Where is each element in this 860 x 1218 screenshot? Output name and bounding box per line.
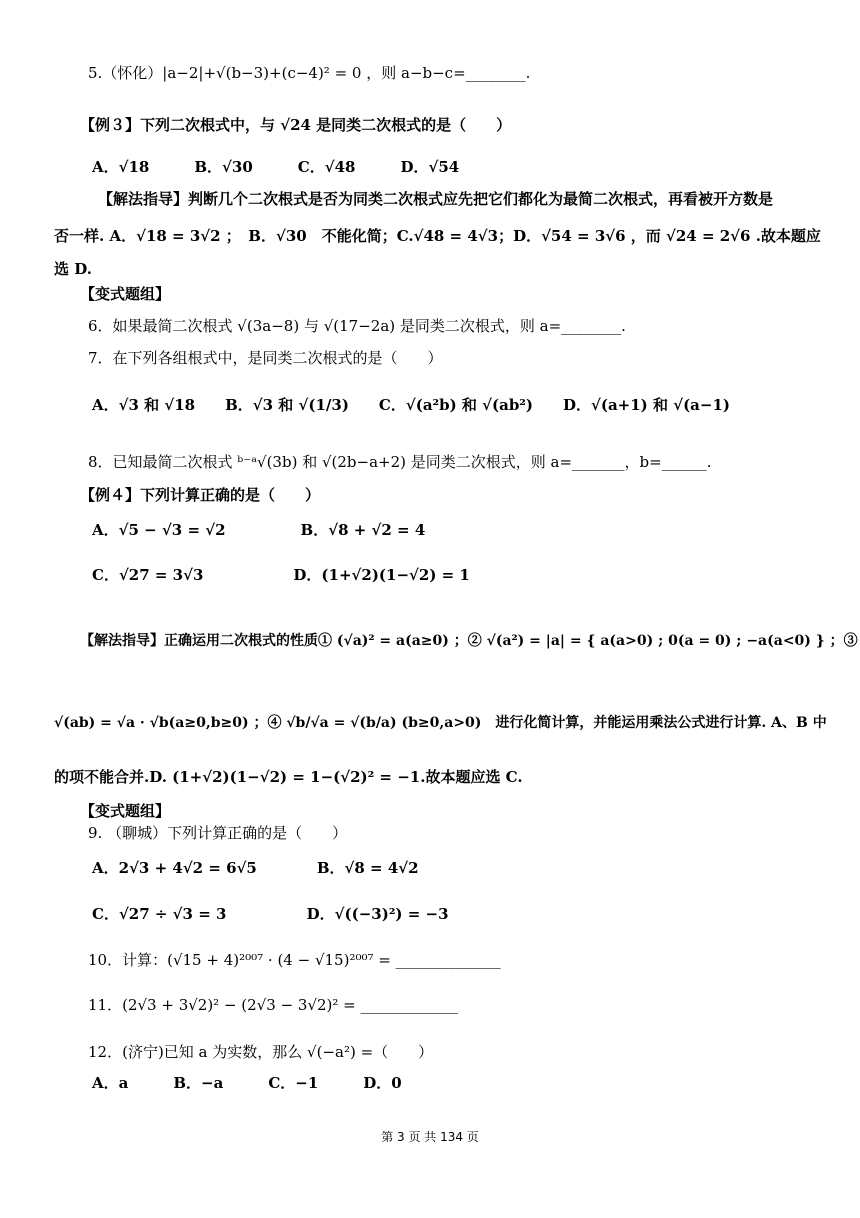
question-7: 7．在下列各组根式中，是同类二次根式的是（ ） bbox=[88, 349, 443, 367]
variant-group-1: 【变式题组】 bbox=[80, 285, 171, 303]
question-12: 12．(济宁)已知 a 为实数，那么 √(−a²) =（ ） bbox=[88, 1043, 434, 1061]
question-8: 8．已知最简二次根式 ᵇ⁻ᵃ√(3b) 和 √(2b−a+2) 是同类二次根式，则 a=_______，b=______. bbox=[88, 453, 712, 471]
guide-2-line-3: 的项不能合并.D. (1+√2)(1−√2) = 1−(√2)² = −1.故本题应选 C. bbox=[54, 768, 523, 786]
guide-1-line-2: 否一样. A．√18 = 3√2 ； B．√30 不能化简；C.√48 = 4√3；D．√54 = 3√6 ，而 √24 = 2√6 .故本题应 bbox=[54, 227, 821, 245]
guide-2-line-1: 【解法指导】正确运用二次根式的性质① (√a)² = a(a≥0) ；② √(a²) = |a| = { a(a>0) ; 0(a = 0) ; −a(a<0) } ；③ bbox=[80, 633, 858, 649]
page-footer: 第 3 页 共 134 页 bbox=[381, 1130, 479, 1144]
question-9-options-cd: C．√27 ÷ √3 = 3 D．√((−3)²) = −3 bbox=[92, 905, 449, 923]
question-9-options-ab: A．2√3 + 4√2 = 6√5 B．√8 = 4√2 bbox=[92, 859, 419, 877]
example-3: 【例３】下列二次根式中，与 √24 是同类二次根式的是（ ） bbox=[80, 116, 512, 134]
example-4-options-ab: A．√5 − √3 = √2 B．√8 + √2 = 4 bbox=[92, 521, 426, 539]
guide-1-line-1: 【解法指导】判断几个二次根式是否为同类二次根式应先把它们都化为最简二次根式，再看被开方数是 bbox=[98, 190, 774, 208]
guide-1-line-3: 选 D. bbox=[54, 260, 92, 278]
question-10: 10．计算：(√15 + 4)²⁰⁰⁷ · (4 − √15)²⁰⁰⁷ = ______________ bbox=[88, 951, 501, 969]
guide-2-line-2: √(ab) = √a · √b(a≥0,b≥0) ；④ √b/√a = √(b/a) (b≥0,a>0) 进行化简计算，并能运用乘法公式进行计算. A、B 中 bbox=[54, 715, 827, 731]
example-4: 【例４】下列计算正确的是（ ） bbox=[80, 486, 321, 504]
question-7-options: A．√3 和 √18 B．√3 和 √(1/3) C．√(a²b) 和 √(ab²) D．√(a+1) 和 √(a−1) bbox=[92, 396, 730, 414]
example-4-options-cd: C．√27 = 3√3 D．(1+√2)(1−√2) = 1 bbox=[92, 566, 470, 584]
variant-group-2: 【变式题组】 bbox=[80, 802, 171, 820]
question-6: 6．如果最简二次根式 √(3a−8) 与 √(17−2a) 是同类二次根式，则 a=________. bbox=[88, 317, 626, 335]
question-9: 9. （聊城）下列计算正确的是（ ） bbox=[88, 824, 348, 842]
question-11: 11．(2√3 + 3√2)² − (2√3 − 3√2)² = _____________ bbox=[88, 996, 459, 1014]
question-12-options: A．a B．−a C．−1 D．0 bbox=[92, 1074, 402, 1092]
question-5: 5.（怀化）|a−2|+√(b−3)+(c−4)² = 0 ，则 a−b−c=________. bbox=[88, 64, 531, 82]
example-3-options: A．√18 B．√30 C．√48 D．√54 bbox=[92, 158, 460, 176]
